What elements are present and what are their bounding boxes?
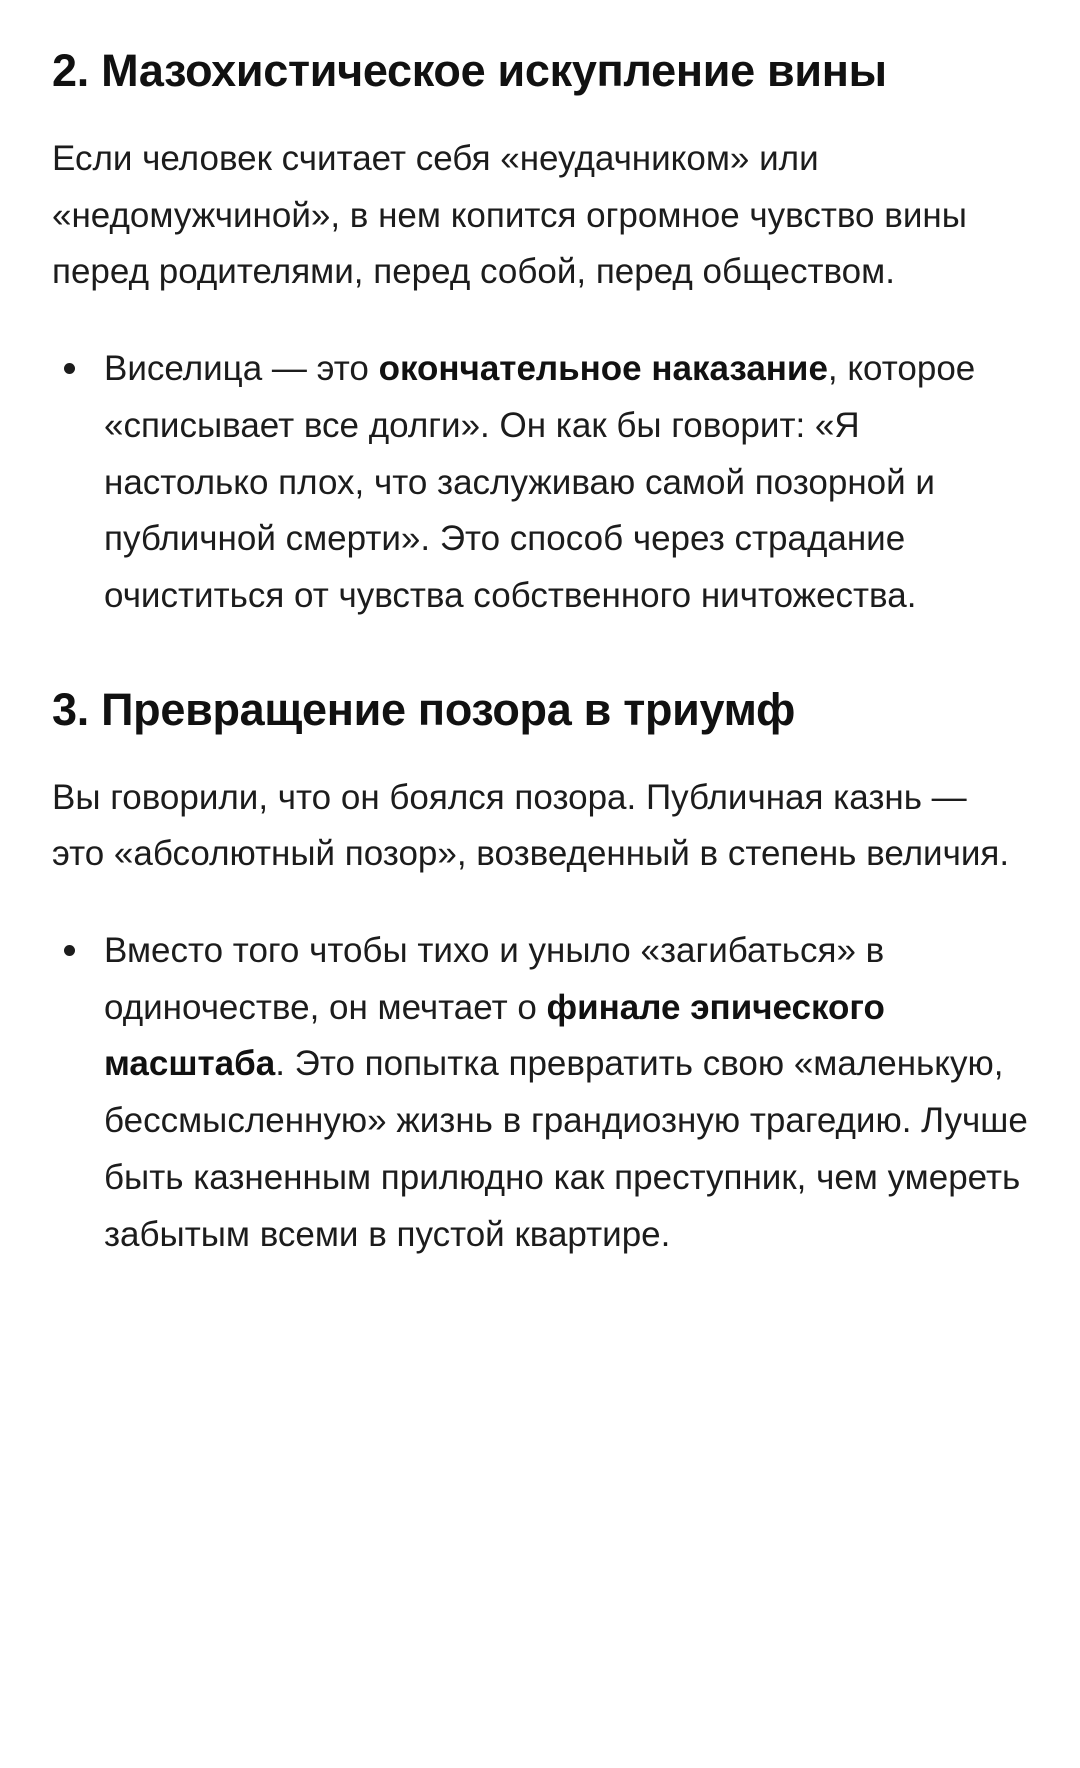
bullet-text-before: Виселица — это bbox=[104, 349, 379, 389]
bullet-text-before: Вместо того чтобы тихо и уныло «загибаться» в одиночестве, он мечтает о bbox=[104, 931, 885, 1027]
bullet-text-bold: окончательное наказание bbox=[378, 349, 828, 389]
bullet-list bbox=[52, 923, 1028, 1263]
section-title: 2. Мазохистическое искупление вины bbox=[52, 45, 887, 96]
bullet-list bbox=[52, 341, 1028, 624]
list-item bbox=[52, 341, 1028, 624]
section-intro-paragraph: Вы говорили, что он боялся позора. Публичная казнь — это «абсолютный позор», возведенный в степень величия. bbox=[52, 777, 1010, 874]
bullet-dot-icon bbox=[64, 945, 75, 956]
section-intro-paragraph: Если человек считает себя «неудачником» или «недомужчиной», в нем копится огромное чувство вины перед родителями, перед собой, перед обществом. bbox=[52, 139, 967, 292]
bullet-text-after: . Это попытка превратить свою «маленькую, бессмысленную» жизнь в грандиозную трагедию. Лучше быть казненным прилюдно как преступник, чем умереть забытым всеми в пустой квартире. bbox=[104, 1044, 1028, 1254]
section-masochistic-guilt bbox=[52, 44, 1028, 625]
bullet-text-after: , которое «списывает все долги». Он как бы говорит: «Я настолько плох, что заслуживаю самой позорной и публичной смерти». Это способ через страдание очиститься от чувства собственного ничтожества. bbox=[104, 349, 976, 615]
section-shame-to-triumph bbox=[52, 683, 1028, 1264]
bullet-text-bold: финале эпического масштаба bbox=[104, 987, 885, 1084]
section-title: 3. Превращение позора в триумф bbox=[52, 683, 796, 735]
bullet-dot-icon bbox=[64, 363, 75, 374]
list-item bbox=[52, 923, 1028, 1263]
